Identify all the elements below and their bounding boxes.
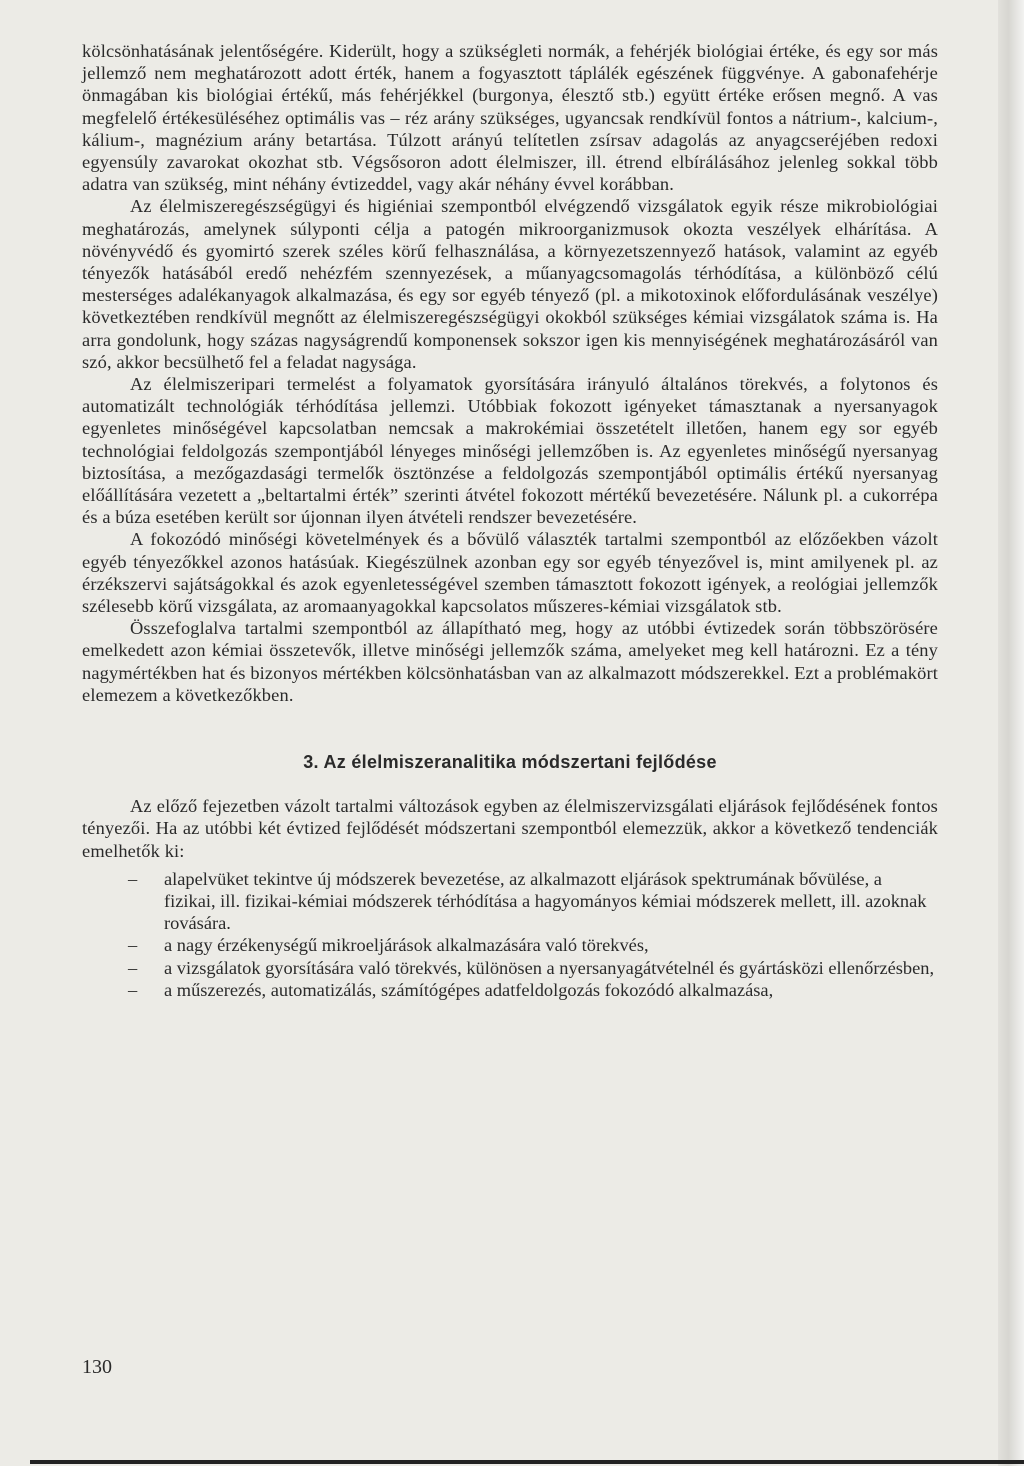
paragraph-1: kölcsönhatásának jelentőségére. Kiderült, hogy a szükségleti normák, a fehérjék biológiai értéke, és egy sor más jellemző nem meghatározott adott érték, hanem a fogyasztott táplálék egészének függvénye. A gabonafehérje önmagában kis biológiai értékű, más fehérjékkel (burgonya, élesztő stb.) együtt értéke erősen megnő. A vas megfelelő értékesüléséhez optimális vas – réz arány szükséges, ugyancsak rendkívül fontos a nátrium-, kalcium-, kálium-, magnézium arány betartása. Túlzott arányú telítetlen zsírsav adagolás az anyagcseréjében redoxi egyensúly zavarokat okozhat stb. Végsősoron adott élelmiszer, ill. étrend elbírálásához jelenleg sokkal több adatra van szükség, mint néhány évtizeddel, vagy akár néhány évvel korábban. [82, 41, 938, 195]
list-dash: – [128, 979, 138, 1000]
paragraph-2: Az élelmiszeregészségügyi és higiéniai szempontból elvégzendő vizsgálatok egyik része mikrobiológiai meghatározás, amelynek súlyponti célja a patogén mikroorganizmusok okozta veszélyek elhárítása. A növényvédő és gyomirtó szerek széles körű felhasználása, a környezetszennyező hatások, valamint az egyéb tényezők hatásából eredő nehézfém szennyezések, a műanyagcsomagolás térhódítása, a különböző célú mesterséges adalékanyagok alkalmazása, és egy sor egyéb tényező (pl. a mikotoxinok előfordulásának veszélye) következtében rendkívül megnőtt az élelmiszeregészségügyi okokból szükséges kémiai vizsgálatok száma is. Ha arra gondolunk, hogy százas nagyságrendű komponensek sokszor igen kis mennyiségének meghatározásáról van szó, akkor becsülhető fel a feladat nagysága. [82, 196, 938, 372]
list-dash: – [128, 957, 138, 978]
list-item [128, 868, 938, 935]
list-item-text: alapelvüket tekintve új módszerek bevezetése, az alkalmazott eljárások spektrumának bővülése, a fizikai, ill. fizikai-kémiai módszerek térhódítása a hagyományos kémiai módszerek mellett, ill. azoknak rovására. [164, 868, 927, 934]
bottom-border [30, 1460, 1024, 1464]
list-item [128, 957, 938, 979]
list-item-text: a nagy érzékenységű mikroeljárások alkalmazására való törekvés, [164, 935, 649, 956]
list-item [128, 934, 938, 956]
list-dash: – [128, 935, 138, 956]
paragraph-4: A fokozódó minőségi követelmények és a bővülő választék tartalmi szempontból az előzőekben vázolt egyéb tényezőkkel azonos hatásúak. Kiegészülnek azonban egy sor egyéb tényezővel is, mint amilyenek pl. az érzékszervi sajátságokkal és azok egyenletességével szemben támasztott fokozott igények, a reológiai jellemzők szélesebb körű vizsgálata, az aromaanyagokkal kapcsolatos műszeres-kémiai vizsgálatok stb. [82, 529, 938, 617]
list-item [128, 979, 938, 1001]
list-item-text: a műszerezés, automatizálás, számítógépes adatfeldolgozás fokozódó alkalmazása, [164, 979, 774, 1000]
section-intro: Az előző fejezetben vázolt tartalmi változások egyben az élelmiszervizsgálati eljárások fejlődésének fontos tényezői. Ha az utóbbi két évtized fejlődését módszertani szempontból elemezzük, akkor a következő tendenciák emelhetők ki: [82, 796, 938, 861]
paragraph-3: Az élelmiszeripari termelést a folyamatok gyorsítására irányuló általános törekvés, a folytonos és automatizált technológiák térhódítása jellemzi. Utóbbiak fokozott igényeket támasztanak a nyersanyagok egyenletes minőségével kapcsolatban nemcsak a makrokémiai összetételt illetően, hanem egy sor egyéb technológiai feldolgozás szempontjából lényeges minőségi jellemzőben is. Az egyenletes minőségű nyersanyag biztosítása, a mezőgazdasági termelők ösztönzése a feldolgozás szempontjából optimális értékű nyersanyag előállítására vezetett a „beltartalmi érték” szerinti átvétel fokozott mértékű bevezetésére. Nálunk pl. a cukorrépa és a búza esetében került sor újonnan ilyen átvételi rendszer bevezetésére. [82, 374, 938, 528]
list-dash: – [128, 868, 138, 889]
document-page [82, 40, 938, 1001]
paragraph-5: Összefoglalva tartalmi szempontból az állapítható meg, hogy az utóbbi évtizedek során többszörösére emelkedett azon kémiai összetevők, illetve minőségi jellemzők száma, amelyeket meg kell határozni. Ez a tény nagymértékben hat és bizonyos mértékben kölcsönhatásban van az alkalmazott módszerekkel. Ezt a problémakört elemezem a következőkben. [82, 618, 938, 705]
tendency-list [82, 868, 938, 1001]
section-heading: 3. Az élelmiszeranalitika módszertani fejlődése [303, 752, 717, 773]
page-edge-shadow [998, 0, 1024, 1466]
page-number: 130 [82, 1356, 112, 1378]
list-item-text: a vizsgálatok gyorsítására való törekvés, különösen a nyersanyagátvételnél és gyártásközi ellenőrzésben, [164, 957, 935, 978]
